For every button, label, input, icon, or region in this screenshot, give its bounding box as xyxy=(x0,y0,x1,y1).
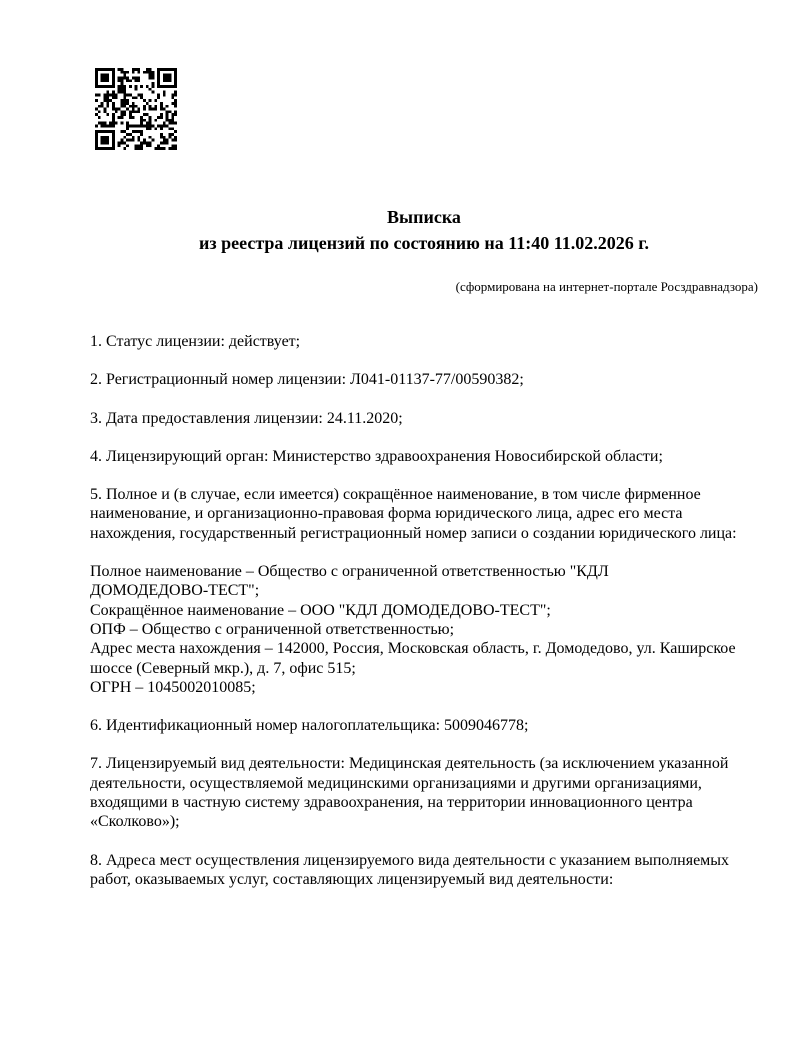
text-line: 5. Полное и (в случае, если имеется) сокращённое наименование, в том числе фирменное xyxy=(90,486,701,504)
text-line: 2. Регистрационный номер лицензии: Л041-01137-77/00590382; xyxy=(90,371,524,389)
text-line: ОПФ – Общество с ограниченной ответственностью; xyxy=(90,620,455,638)
paragraph-license-status xyxy=(90,332,758,351)
paragraph-licensed-activity xyxy=(90,754,758,831)
text-line: входящими в частную систему здравоохранения, на территории инновационного центра xyxy=(90,794,693,812)
document-title xyxy=(90,204,758,256)
text-line: ДОМОДЕДОВО-ТЕСТ"; xyxy=(90,582,260,600)
text-line: ОГРН – 1045002010085; xyxy=(90,678,256,696)
text-line: 8. Адреса мест осуществления лицензируемого вида деятельности с указанием выполняемых xyxy=(90,851,730,869)
text-line: 3. Дата предоставления лицензии: 24.11.2020; xyxy=(90,409,403,427)
text-line: деятельности, осуществляемой медицинскими организациями и другими организациями, xyxy=(90,774,702,792)
paragraph-registration-number xyxy=(90,370,758,389)
paragraph-activity-addresses xyxy=(90,851,758,890)
text-line: Сокращённое наименование – ООО "КДЛ ДОМОДЕДОВО-ТЕСТ"; xyxy=(90,601,551,619)
text-line: 7. Лицензируемый вид деятельности: Медицинская деятельность (за исключением указанной xyxy=(90,755,729,773)
title-line-1: Выписка xyxy=(387,207,461,227)
document-body xyxy=(90,332,758,889)
title-line-2: из реестра лицензий по состоянию на 11:40 11.02.2026 г. xyxy=(199,233,649,253)
text-line: 1. Статус лицензии: действует; xyxy=(90,333,301,350)
text-line: 4. Лицензирующий орган: Министерство здравоохранения Новосибирской области; xyxy=(90,447,663,465)
document-subtitle: (сформирована на интернет-портале Росздравнадзора) xyxy=(455,279,758,294)
text-line: наименование, и организационно-правовая форма юридического лица, адрес его места xyxy=(90,505,683,523)
paragraph-grant-date xyxy=(90,409,758,428)
text-line: «Сколково»); xyxy=(90,813,180,831)
paragraph-legal-entity-intro xyxy=(90,485,758,543)
paragraph-legal-entity-details xyxy=(90,562,758,697)
text-line: Адрес места нахождения – 142000, Россия, Московская область, г. Домодедово, ул. Каширское xyxy=(90,640,736,658)
text-line: 6. Идентификационный номер налогоплательщика: 5009046778; xyxy=(90,717,529,735)
text-line: нахождения, государственный регистрационный номер записи о создании юридического лица: xyxy=(90,524,737,542)
text-line: шоссе (Северный мкр.), д. 7, офис 515; xyxy=(90,659,356,677)
qr-code xyxy=(95,68,177,150)
paragraph-taxpayer-number xyxy=(90,716,758,735)
text-line: Полное наименование – Общество с ограниченной ответственностью "КДЛ xyxy=(90,563,609,581)
text-line: работ, оказываемых услуг, составляющих лицензируемый вид деятельности: xyxy=(90,870,614,888)
paragraph-licensing-authority xyxy=(90,447,758,466)
